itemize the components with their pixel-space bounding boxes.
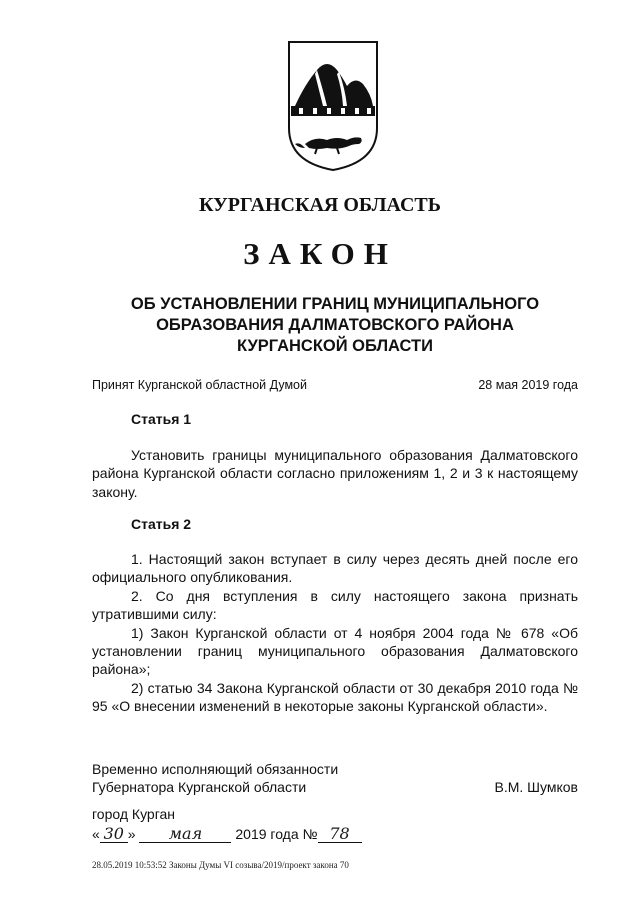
article-2-paragraph-1: 1. Настоящий закон вступает в силу через десять дней после его официального опубликования. (92, 551, 578, 586)
article-2-paragraph-3: 1) Закон Курганской области от 4 ноября 2004 года № 678 «Об установлении границ муниципального образования Далматовского района»; (92, 624, 578, 678)
close-quote: » (127, 826, 136, 842)
law-number: 78 (318, 826, 362, 843)
law-title-line-1: ОБ УСТАНОВЛЕНИИ ГРАНИЦ МУНИЦИПАЛЬНОГО (130, 295, 540, 313)
law-title-line-2: ОБРАЗОВАНИЯ ДАЛМАТОВСКОГО РАЙОНА (156, 316, 514, 334)
coat-of-arms-icon (287, 40, 379, 172)
article-1-heading: Статья 1 (131, 411, 192, 427)
place-of-signing: город Курган (92, 806, 176, 822)
year-and-number-label: 2019 года № (235, 826, 318, 842)
date-number-line (92, 826, 362, 843)
signing-month: мая (139, 826, 231, 843)
adopted-by: Принят Курганской областной Думой (92, 378, 307, 392)
document-footer: 28.05.2019 10:53:52 Законы Думы VI созыва/2019/проект закона 70 (92, 860, 349, 870)
adoption-line (92, 378, 578, 392)
signing-day: 30 (100, 826, 128, 843)
article-2-heading: Статья 2 (131, 516, 192, 532)
signatory-title-line-2: Губернатора Курганской области (92, 779, 307, 795)
region-name: КУРГАНСКАЯ ОБЛАСТЬ (198, 194, 441, 216)
signature-block (92, 760, 578, 796)
article-2-paragraph-4: 2) статью 34 Закона Курганской области от 30 декабря 2010 года № 95 «О внесении изменений в некоторые законы Курганской области». (92, 679, 578, 715)
signatory-title-line-1: Временно исполняющий обязанности (92, 761, 339, 777)
open-quote: « (92, 826, 100, 842)
article-1-body (92, 446, 578, 501)
adopted-date: 28 мая 2019 года (478, 378, 578, 392)
law-title-line-3: КУРГАНСКОЙ ОБЛАСТИ (237, 337, 433, 355)
article-1-text: Установить границы муниципального образования Далматовского района Курганской области согласно приложениям 1, 2 и 3 к настоящему закону. (92, 447, 578, 500)
signatory-name: В.М. Шумков (494, 779, 578, 795)
article-2-body (92, 550, 578, 716)
law-title (90, 294, 580, 357)
article-2-paragraph-2: 2. Со дня вступления в силу настоящего закона признать утратившими силу: (92, 587, 578, 623)
document-type: ЗАКОН (243, 236, 397, 271)
